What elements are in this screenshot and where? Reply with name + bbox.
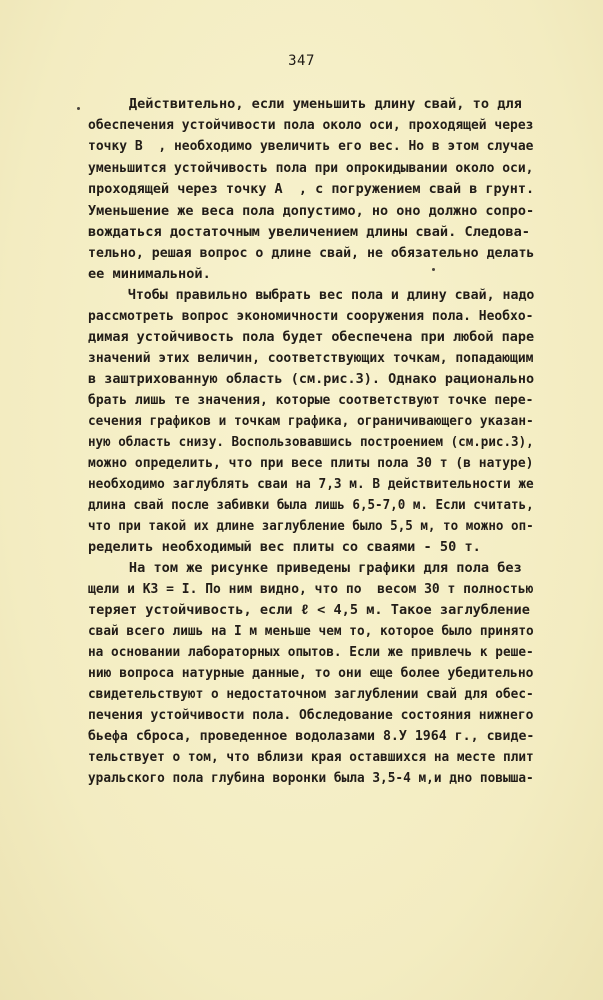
text-line: на основании лабораторных опытов. Если же привлечь к реше- — [88, 644, 534, 660]
text-line: точку B , необходимо увеличить его вес. Но в этом случае — [88, 138, 534, 154]
text-line: печения устойчивости пола. Обследование состояния нижнего — [88, 707, 534, 723]
text-line: свидетельствуют о недостаточном заглублении свай для обес- — [88, 686, 534, 702]
text-line: димая устойчивость пола будет обеспечена при любой паре — [88, 329, 535, 345]
text-line: вождаться достаточным увеличением длины свай. Следова- — [88, 224, 530, 240]
text-line: проходящей через точку A , с погружением свай в грунт. — [88, 181, 535, 197]
text-line: сечения графиков и точкам графика, ограничивающего указан- — [88, 413, 534, 429]
text-line: уменьшится устойчивость пола при опрокидывании около оси, — [88, 160, 534, 176]
text-line: ределить необходимый вес плиты со сваями - 50 т. — [88, 539, 481, 555]
text-line: уральского пола глубина воронки была 3,5-4 м,и дно повыша- — [88, 770, 534, 786]
text-line: Действительно, если уменьшить длину свай, то для — [88, 96, 522, 112]
text-line: теряет устойчивость, если ℓ < 4,5 м. Такое заглубление — [88, 602, 530, 618]
stray-mark — [77, 107, 80, 110]
text-line: в заштрихованную область (см.рис.3). Однако рационально — [88, 371, 535, 387]
text-line: что при такой их длине заглубление было 5,5 м, то можно оп- — [88, 518, 534, 534]
text-line: необходимо заглублять сваи на 7,3 м. В действительности же — [88, 476, 534, 492]
text-line: значений этих величин, соответствующих точкам, попадающим — [88, 350, 534, 366]
text-line: тельно, решая вопрос о длине свай, не обязательно делать — [88, 245, 535, 261]
text-line: свай всего лишь на I м меньше чем то, которое было принято — [88, 623, 534, 639]
text-line: Уменьшение же веса пола допустимо, но оно должно сопро- — [88, 203, 535, 219]
page-number: 347 — [288, 53, 315, 69]
text-line: рассмотреть вопрос экономичности сооружения пола. Необхо- — [88, 308, 534, 324]
text-line: тельствует о том, что вблизи края оставшихся на месте плит — [88, 749, 534, 765]
text-line: брать лишь те значения, которые соответствуют точке пере- — [88, 392, 534, 408]
text-line: бьефа сброса, проведенное водолазами 8.У 1964 г., свиде- — [88, 728, 535, 744]
text-line: обеспечения устойчивости пола около оси, проходящей через — [88, 117, 534, 133]
text-line: нию вопроса натурные данные, то они еще более убедительно — [88, 665, 534, 681]
text-line: щели и K3 = I. По ним видно, что по весом 30 т полностью — [88, 581, 534, 597]
text-line: длина свай после забивки была лишь 6,5-7,0 м. Если считать, — [88, 497, 534, 513]
text-line: Чтобы правильно выбрать вес пола и длину свай, надо — [88, 287, 535, 303]
text-line: ее минимальной. — [88, 266, 211, 282]
text-line: можно определить, что при весе плиты пола 30 т (в натуре) — [88, 455, 534, 471]
text-line: ную область снизу. Воспользовавшись построением (см.рис.3), — [88, 434, 534, 450]
stray-mark — [432, 268, 435, 271]
text-line: На том же рисунке приведены графики для пола без — [88, 560, 522, 576]
